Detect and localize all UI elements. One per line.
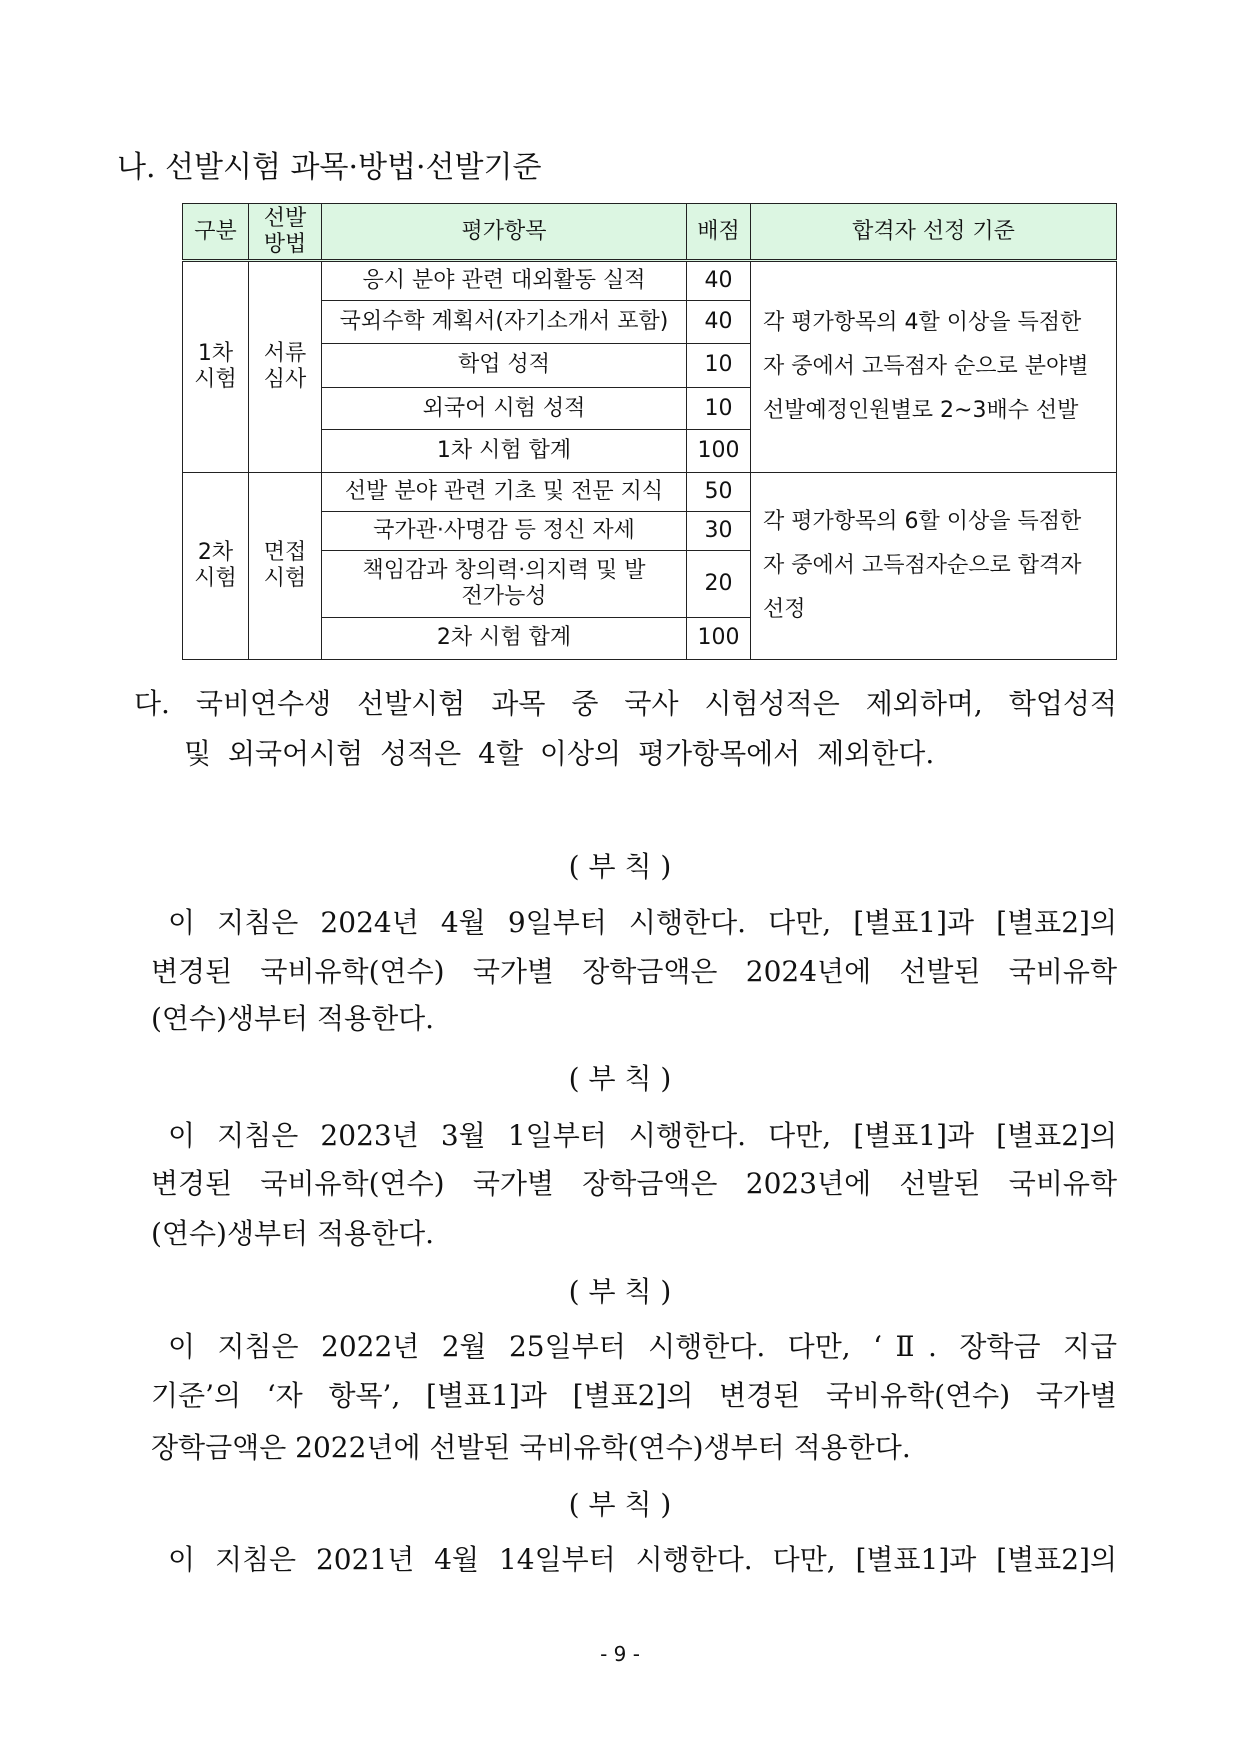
- item-cell: 응시 분야 관련 대외활동 실적: [322, 261, 687, 301]
- stage-cell: 1차 시험: [183, 261, 249, 473]
- header-method: 선발 방법: [249, 204, 322, 261]
- addendum-line: (연수)생부터 적용한다.: [151, 1217, 435, 1250]
- table-row: [183, 261, 1117, 301]
- header-item: 평가항목: [322, 204, 687, 261]
- score-cell: 20: [687, 551, 751, 618]
- stage-cell: 2차 시험: [183, 472, 249, 659]
- addendum-line: 변경된 국비유학(연수) 국가별 장학금액은 2023년에 선발된 국비유학: [151, 1167, 1117, 1200]
- item-cell: 선발 분야 관련 기초 및 전문 지식: [322, 472, 687, 511]
- addendum-line: (연수)생부터 적용한다.: [151, 1002, 435, 1035]
- addendum-line: 기준’의 ‘자 항목’, [별표1]과 [별표2]의 변경된 국비유학(연수) 국가별: [151, 1379, 1117, 1412]
- addendum-title: ( 부 칙 ): [568, 1275, 672, 1308]
- addendum-line: 변경된 국비유학(연수) 국가별 장학금액은 2024년에 선발된 국비유학: [151, 955, 1117, 988]
- paragraph-line: 및 외국어시험 성적은 4할 이상의 평가항목에서 제외한다.: [184, 737, 935, 770]
- score-cell: 100: [687, 430, 751, 472]
- addendum-line: 이 지침은 2021년 4월 14일부터 시행한다. 다만, [별표1]과 [별표2]의: [168, 1543, 1117, 1576]
- selection-criteria-table: [182, 203, 1117, 660]
- score-cell: 10: [687, 343, 751, 387]
- section-heading: 나. 선발시험 과목·방법·선발기준: [117, 150, 542, 185]
- method-cell: 면접 시험: [249, 472, 322, 659]
- criteria-cell: 각 평가항목의 6할 이상을 득점한 자 중에서 고득점자순으로 합격자 선정: [751, 472, 1117, 659]
- method-cell: 서류 심사: [249, 261, 322, 473]
- item-cell: 2차 시험 합계: [322, 617, 687, 659]
- score-cell: 30: [687, 511, 751, 550]
- addendum-line: 이 지침은 2022년 2월 25일부터 시행한다. 다만, ‘Ⅱ. 장학금 지급: [168, 1330, 1117, 1363]
- header-score: 배점: [687, 204, 751, 261]
- page-number: - 9 -: [600, 1642, 640, 1666]
- addendum-line: 이 지침은 2024년 4월 9일부터 시행한다. 다만, [별표1]과 [별표2]의: [168, 906, 1117, 939]
- score-cell: 40: [687, 261, 751, 301]
- addendum-title: ( 부 칙 ): [568, 1062, 672, 1095]
- paragraph-line: 다. 국비연수생 선발시험 과목 중 국사 시험성적은 제외하며, 학업성적: [134, 687, 1117, 720]
- table-row: [183, 472, 1117, 511]
- item-cell: 책임감과 창의력·의지력 및 발전가능성: [322, 551, 687, 618]
- addendum-title: ( 부 칙 ): [568, 1488, 672, 1521]
- criteria-cell: 각 평가항목의 4할 이상을 득점한 자 중에서 고득점자 순으로 분야별 선발예정인원별로 2~3배수 선발: [751, 261, 1117, 473]
- header-criteria: 합격자 선정 기준: [751, 204, 1117, 261]
- score-cell: 50: [687, 472, 751, 511]
- item-cell: 외국어 시험 성적: [322, 387, 687, 429]
- header-category: 구분: [183, 204, 249, 261]
- addendum-line: 이 지침은 2023년 3월 1일부터 시행한다. 다만, [별표1]과 [별표2]의: [168, 1119, 1117, 1152]
- score-cell: 40: [687, 301, 751, 343]
- item-cell: 학업 성적: [322, 343, 687, 387]
- addendum-line: 장학금액은 2022년에 선발된 국비유학(연수)생부터 적용한다.: [151, 1431, 911, 1464]
- score-cell: 10: [687, 387, 751, 429]
- item-cell: 1차 시험 합계: [322, 430, 687, 472]
- score-cell: 100: [687, 617, 751, 659]
- addendum-title: ( 부 칙 ): [568, 850, 672, 883]
- item-cell: 국가관·사명감 등 정신 자세: [322, 511, 687, 550]
- item-cell: 국외수학 계획서(자기소개서 포함): [322, 301, 687, 343]
